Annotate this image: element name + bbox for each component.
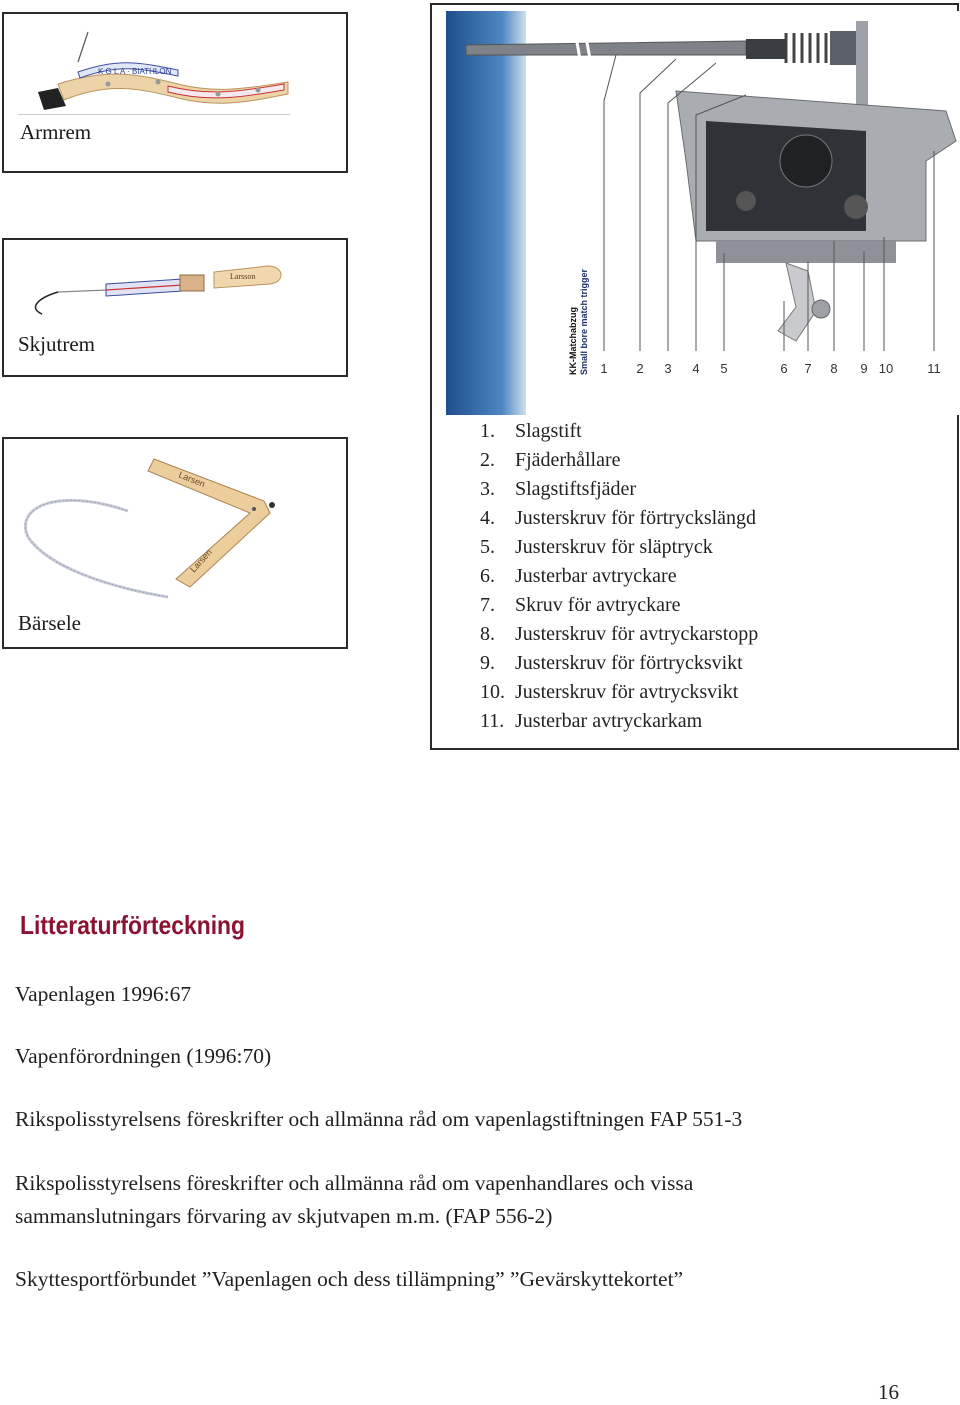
trigger-photo-label-1: KK-Matchabzug — [568, 307, 578, 375]
trigger-figure — [430, 3, 959, 750]
armrem-figure — [2, 12, 348, 173]
trigger-parts-list — [480, 417, 758, 736]
skjutrem-tag-text: Larsson — [230, 272, 256, 281]
skjutrem-photo — [18, 248, 294, 328]
callout-9: 9 — [860, 361, 868, 376]
list-item: 9. Justerskruv för förtrycksvikt — [480, 652, 743, 674]
armrem-caption: Armrem — [20, 120, 92, 144]
list-item: 1. Slagstift — [480, 420, 582, 442]
list-item: 8. Justerskruv för avtryckarstopp — [480, 623, 759, 645]
list-item: 2. Fjäderhållare — [480, 449, 621, 471]
callout-10: 10 — [878, 361, 894, 376]
list-item: 7. Skruv för avtryckare — [480, 594, 681, 616]
barsele-brand-bottom: Larsen — [188, 547, 214, 575]
list-item: 4. Justerskruv för förtryckslängd — [480, 507, 757, 529]
page-number: 16 — [878, 1380, 899, 1404]
trigger-photo-label-2: Small bore match trigger — [579, 268, 589, 375]
literature-heading: Litteraturförteckning — [20, 910, 246, 940]
list-item: 6. Justerbar avtryckare — [480, 565, 677, 587]
skjutrem-figure — [2, 238, 348, 377]
armrem-strap-text: K G L A · BIATHLON — [98, 67, 172, 76]
barsele-brand-top: Larsen — [177, 469, 207, 490]
callout-1: 1 — [600, 361, 608, 376]
armrem-photo — [18, 22, 290, 114]
skjutrem-caption: Skjutrem — [18, 332, 95, 356]
callout-8: 8 — [830, 361, 838, 376]
callout-6: 6 — [780, 361, 788, 376]
list-item: 3. Slagstiftsfjäder — [480, 478, 637, 500]
barsele-figure — [2, 437, 348, 649]
callout-11: 11 — [927, 361, 941, 376]
callout-7: 7 — [804, 361, 812, 376]
list-item: 11. Justerbar avtryckarkam — [480, 710, 703, 732]
trigger-photo — [446, 11, 959, 415]
reference-item: Vapenförordningen (1996:70) — [15, 1044, 272, 1068]
callout-5: 5 — [720, 361, 728, 376]
reference-item: Skyttesportförbundet ”Vapenlagen och dess tillämpning” ”Gevärskyttekortet” — [15, 1267, 684, 1291]
callout-4: 4 — [692, 361, 700, 376]
list-item: 5. Justerskruv för släptryck — [480, 536, 713, 558]
barsele-photo — [18, 447, 290, 607]
barsele-caption: Bärsele — [18, 611, 81, 635]
reference-item: Rikspolisstyrelsens föreskrifter och allmänna råd om vapenhandlares och vissa sammanslutningars förvaring av skjutvapen m.m. (FAP 556-2) — [15, 1171, 694, 1228]
callout-2: 2 — [636, 361, 644, 376]
callout-3: 3 — [664, 361, 672, 376]
list-item: 10. Justerskruv för avtrycksvikt — [480, 681, 739, 703]
reference-item: Rikspolisstyrelsens föreskrifter och allmänna råd om vapenlagstiftningen FAP 551-3 — [15, 1107, 743, 1131]
reference-item: Vapenlagen 1996:67 — [15, 982, 192, 1006]
